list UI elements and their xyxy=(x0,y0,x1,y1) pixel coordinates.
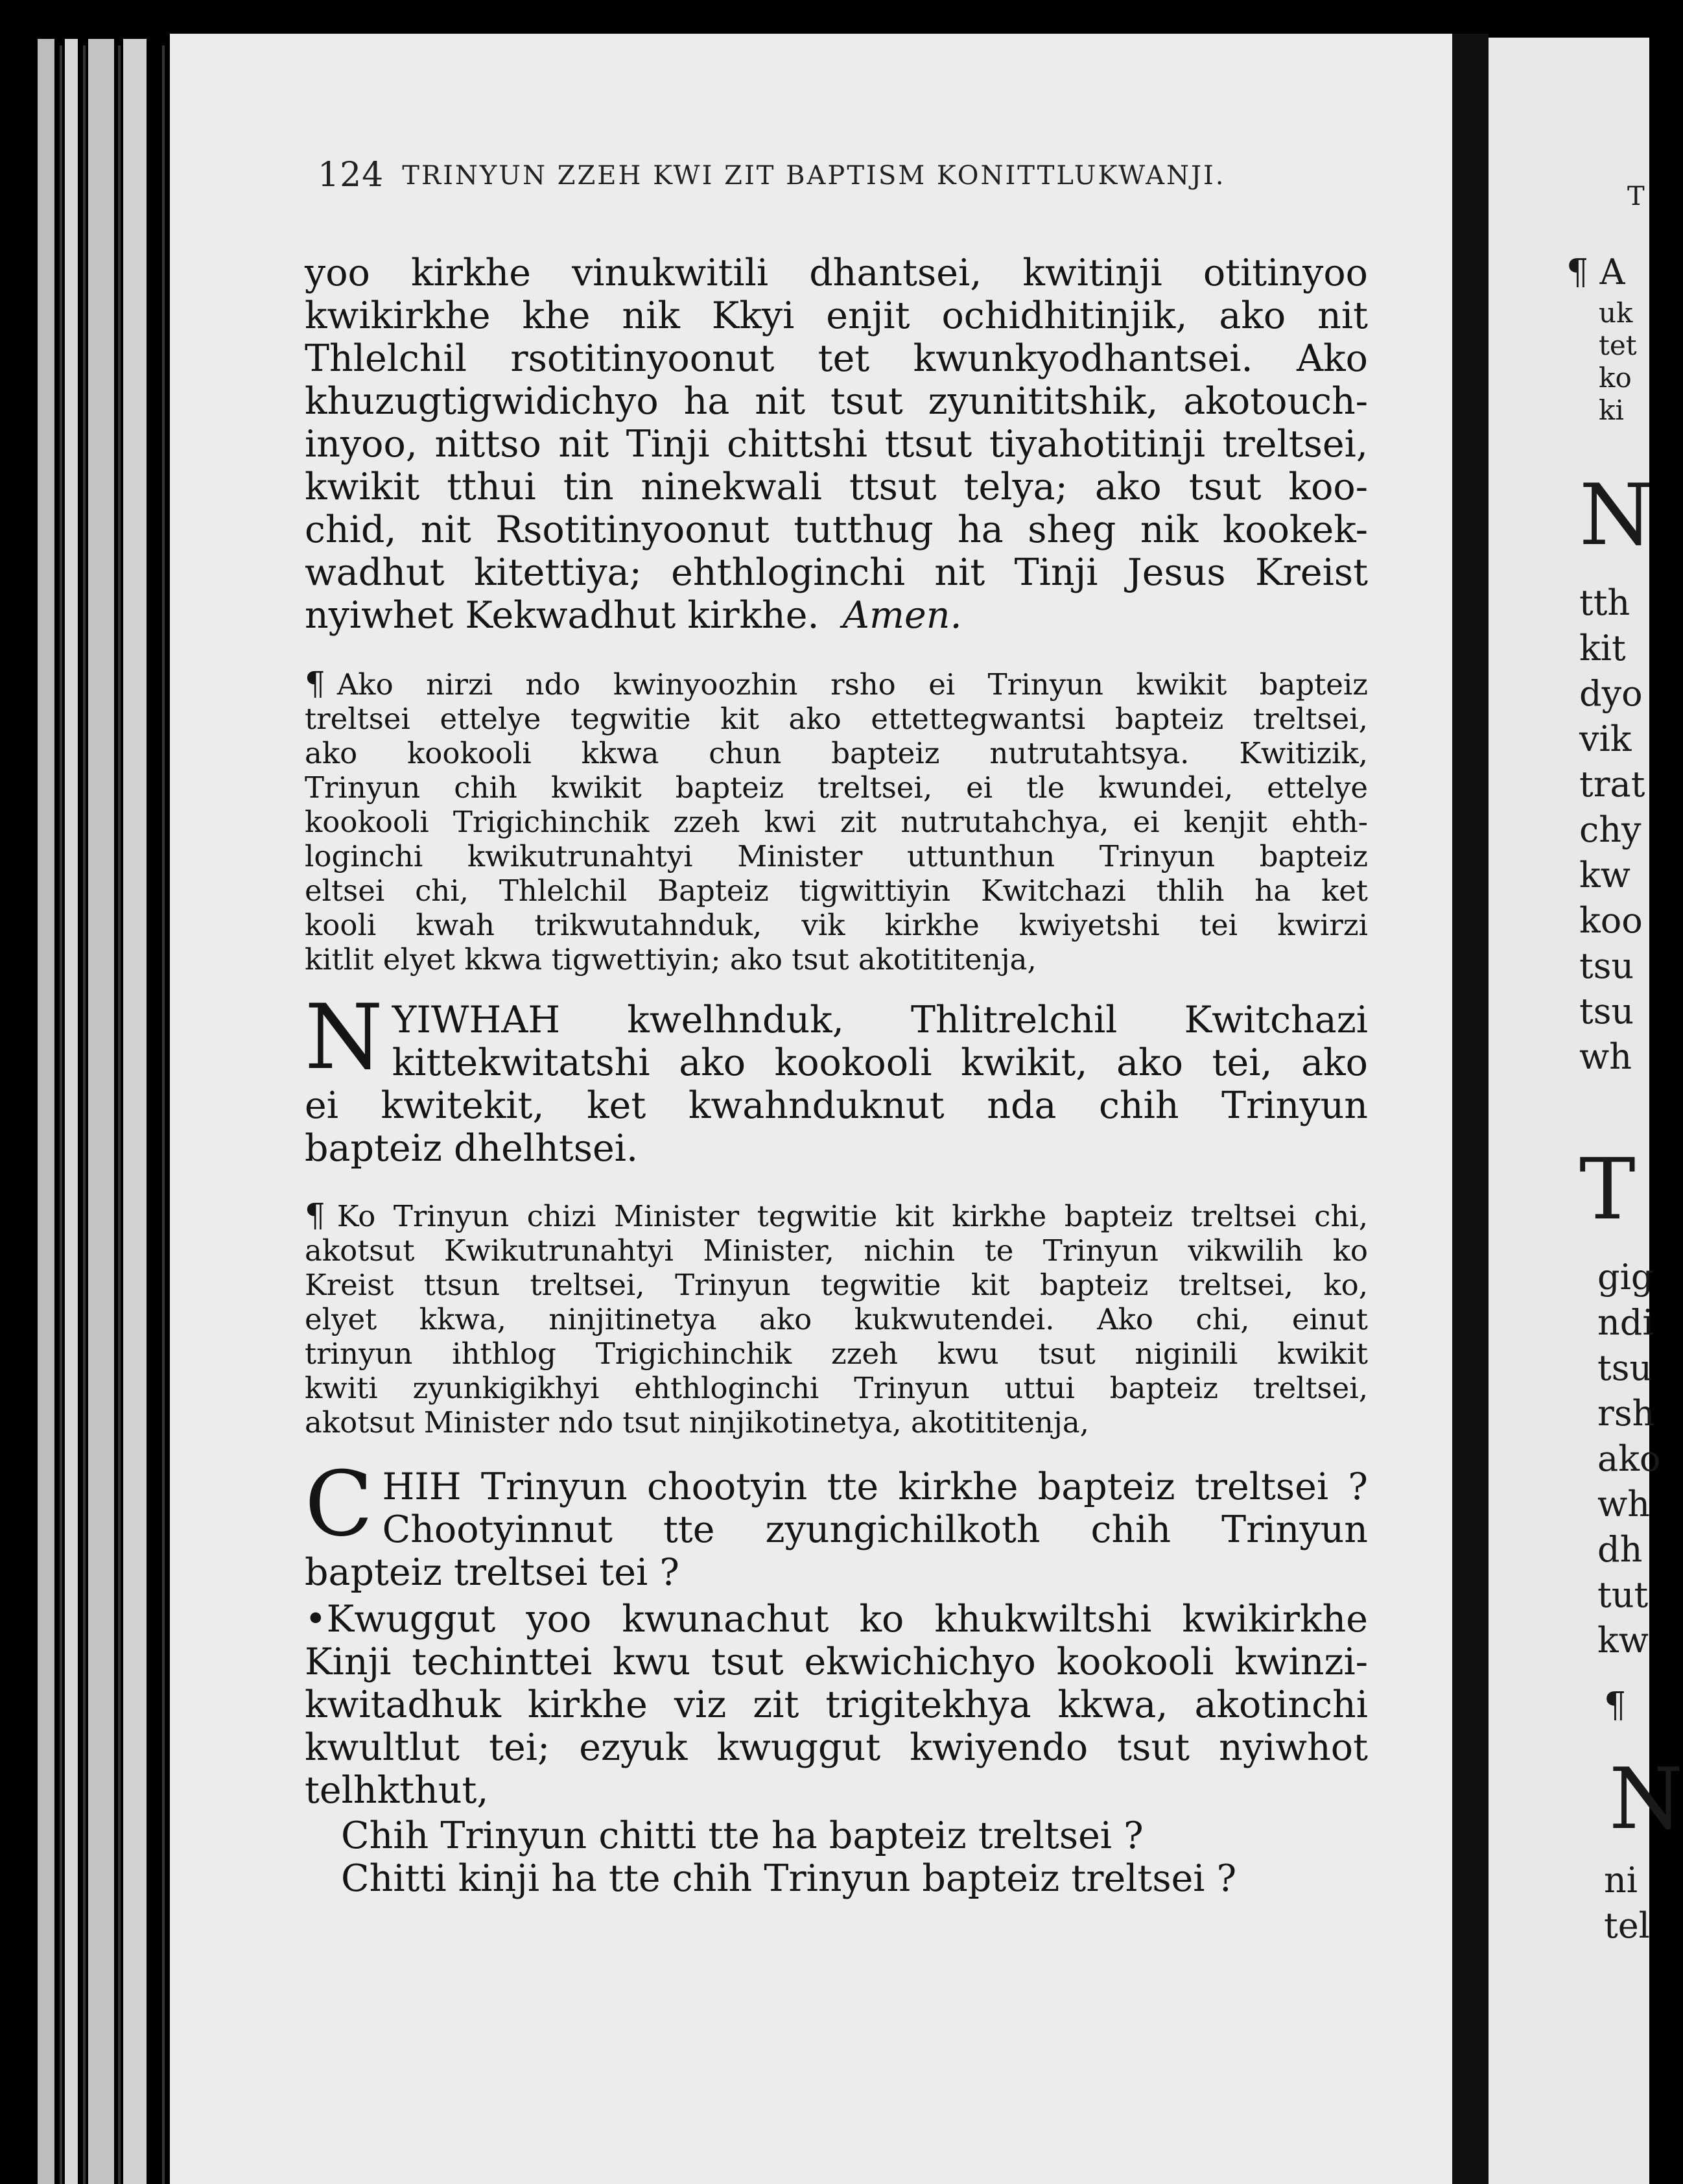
text-fragment: rsh xyxy=(1597,1393,1655,1434)
drop-cap-fragment: T xyxy=(1579,1140,1636,1239)
page-stack-line xyxy=(60,45,62,2184)
text-fragment: chy xyxy=(1579,809,1642,850)
text-fragment: tet xyxy=(1599,329,1637,361)
rubric-paragraph xyxy=(305,667,1368,977)
text-line: akotsut Minister ndo tsut ninjikotinetya, akotititenja, xyxy=(305,1405,1089,1440)
response-paragraph xyxy=(305,1598,1368,1812)
text-line: ako kookooli kkwa chun bapteiz nutrutahtsya. Kwitizik, xyxy=(305,736,1368,770)
text-line: YIWHAH kwelhnduk, Thlitrelchil Kwitchazi xyxy=(392,999,1368,1041)
text-fragment: kit xyxy=(1579,628,1626,669)
text-fragment: dh xyxy=(1597,1529,1643,1570)
running-title: TRINYUN ZZEH KWI ZIT BAPTISM KONITTLUKWANJI. xyxy=(402,161,1226,191)
text-fragment: wh xyxy=(1579,1036,1632,1077)
text-fragment: ¶ A xyxy=(1566,252,1625,292)
text-fragment: ni xyxy=(1604,1860,1638,1901)
drop-cap-fragment: N xyxy=(1579,466,1653,564)
text-fragment: vik xyxy=(1579,718,1632,759)
text-line: Trinyun chih kwikit bapteiz treltsei, ei tle kwundei, ettelye xyxy=(305,770,1368,805)
text-line: inyoo, nittso nit Tinji chittshi ttsut tiyahotitinji treltsei, xyxy=(305,423,1368,466)
text-line: trinyun ihthlog Trigichinchik zzeh kwu tsut niginili kwikit xyxy=(305,1336,1368,1371)
text-line: yoo kirkhe vinukwitili dhantsei, kwitinji otitinyoo xyxy=(305,252,1368,294)
text-fragment: ako xyxy=(1597,1438,1661,1479)
text-line: Kinji techinttei kwu tsut ekwichichyo kookooli kwinzi- xyxy=(305,1641,1368,1683)
text-line: chid, nit Rsotitinyoonut tutthug ha sheg nik kookek- xyxy=(305,508,1368,551)
pilcrow-icon: ¶ xyxy=(305,665,325,702)
page-number: 124 xyxy=(318,156,384,195)
text-fragment: ko xyxy=(1599,362,1632,394)
drop-cap: N xyxy=(305,985,383,1089)
text-line: akotsut Kwikutrunahtyi Minister, nichin te Trinyun vikwilih ko xyxy=(305,1233,1368,1268)
question-line: Chih Trinyun chitti tte ha bapteiz treltsei ? xyxy=(341,1814,1144,1857)
text-line: kittekwitatshi ako kookooli kwikit, ako tei, ako xyxy=(392,1041,1368,1084)
text-line xyxy=(305,1198,1368,1233)
text-fragment: tsu xyxy=(1579,991,1634,1032)
book-edge xyxy=(88,39,114,2184)
text-line: loginchi kwikutrunahtyi Minister uttunthun Trinyun bapteiz xyxy=(305,839,1368,873)
question-paragraph xyxy=(305,1452,1368,1594)
text-fragment: tel xyxy=(1604,1905,1650,1946)
text-line xyxy=(305,667,1368,702)
drop-cap-fragment: N xyxy=(1609,1750,1683,1848)
running-header xyxy=(318,156,1368,195)
text-line: kwikirkhe khe nik Kkyi enjit ochidhitinjik, ako nit xyxy=(305,294,1368,337)
book-edge xyxy=(38,39,54,2184)
text-line: eltsei chi, Thlelchil Bapteiz tigwittiyin Kwitchazi thlih ha ket xyxy=(305,873,1368,908)
text-line: kwiti zyunkigikhyi ehthloginchi Trinyun uttui bapteiz treltsei, xyxy=(305,1371,1368,1405)
book-edge xyxy=(123,39,147,2184)
text-fragment: tsu xyxy=(1579,945,1634,986)
page-stack-line xyxy=(83,45,86,2184)
prayer-paragraph xyxy=(305,985,1368,1170)
text-line: kookooli Trigichinchik zzeh kwi zit nutrutahchya, ei kenjit ehth- xyxy=(305,805,1368,839)
text-fragment: ndi xyxy=(1597,1302,1654,1343)
text-line-content: Ako nirzi ndo kwinyoozhin rsho ei Trinyun kwikit bapteiz xyxy=(336,667,1368,702)
text-fragment: wh xyxy=(1597,1484,1650,1525)
text-line: treltsei ettelye tegwitie kit ako ettettegwantsi bapteiz treltsei, xyxy=(305,702,1368,736)
amen: Amen. xyxy=(842,594,962,637)
text-fragment: uk xyxy=(1599,297,1633,329)
right-page xyxy=(1489,38,1683,2184)
text-fragment: koo xyxy=(1579,900,1643,941)
text-line: Kreist ttsun treltsei, Trinyun tegwitie kit bapteiz treltsei, ko, xyxy=(305,1268,1368,1302)
text-fragment: kw xyxy=(1579,855,1630,896)
text-line: bapteiz treltsei tei ? xyxy=(305,1551,679,1594)
rubric-paragraph xyxy=(305,1198,1368,1440)
text-fragment: gig xyxy=(1597,1257,1654,1298)
text-line: telhkthut, xyxy=(305,1769,489,1812)
page-stack-line xyxy=(162,45,165,2184)
text-line: kwultlut tei; ezyuk kwuggut kwiyendo tsut nyiwhot xyxy=(305,1726,1368,1769)
text-line: Chootyinnut tte zyungichilkoth chih Trinyun xyxy=(382,1508,1368,1551)
text-line-content: nyiwhet Kekwadhut kirkhe. xyxy=(305,594,819,637)
text-line: Thlelchil rsotitinyoonut tet kwunkyodhantsei. Ako xyxy=(305,337,1368,380)
prayer-paragraph xyxy=(305,252,1368,637)
text-line: kitlit elyet kkwa tigwettiyin; ako tsut akotititenja, xyxy=(305,942,1037,977)
text-line: wadhut kitettiya; ehthloginchi nit Tinji Jesus Kreist xyxy=(305,551,1368,594)
text-fragment: kw xyxy=(1597,1620,1649,1661)
gutter xyxy=(1452,34,1489,2184)
text-line: kooli kwah trikwutahnduk, vik kirkhe kwiyetshi tei kwirzi xyxy=(305,908,1368,942)
text-fragment: tth xyxy=(1579,582,1630,623)
text-fragment: tsu xyxy=(1597,1347,1653,1388)
text-fragment: trat xyxy=(1579,764,1645,805)
text-fragment: tut xyxy=(1597,1574,1649,1615)
page-stack-line xyxy=(118,45,121,2184)
text-line xyxy=(305,594,1368,637)
questions xyxy=(341,1814,1352,1900)
text-line: kwikit tthui tin ninekwali ttsut telya; ako tsut koo- xyxy=(305,466,1368,508)
question-line: Chitti kinji ha tte chih Trinyun bapteiz treltsei ? xyxy=(341,1857,1237,1900)
text-line: HIH Trinyun chootyin tte kirkhe bapteiz treltsei ? xyxy=(382,1466,1368,1508)
drop-cap: C xyxy=(305,1452,373,1556)
text-line-content: Ko Trinyun chizi Minister tegwitie kit kirkhe bapteiz treltsei chi, xyxy=(336,1199,1368,1233)
header-fragment: T xyxy=(1627,182,1645,211)
text-line: khuzugtigwidichyo ha nit tsut zyunititshik, akotouch- xyxy=(305,380,1368,423)
text-line: elyet kkwa, ninjitinetya ako kukwutendei. Ako chi, einut xyxy=(305,1302,1368,1336)
text-line: kwitadhuk kirkhe viz zit trigitekhya kkwa, akotinchi xyxy=(305,1683,1368,1726)
text-line: ei kwitekit, ket kwahnduknut nda chih Trinyun xyxy=(305,1084,1368,1127)
text-fragment: ki xyxy=(1599,394,1624,426)
text-fragment: ¶ xyxy=(1604,1685,1627,1726)
pilcrow-icon: ¶ xyxy=(305,1196,325,1234)
text-fragment: dyo xyxy=(1579,673,1643,714)
text-line: •Kwuggut yoo kwunachut ko khukwiltshi kwikirkhe xyxy=(305,1598,1368,1641)
book-edge xyxy=(65,39,78,2184)
text-line: bapteiz dhelhtsei. xyxy=(305,1127,639,1170)
